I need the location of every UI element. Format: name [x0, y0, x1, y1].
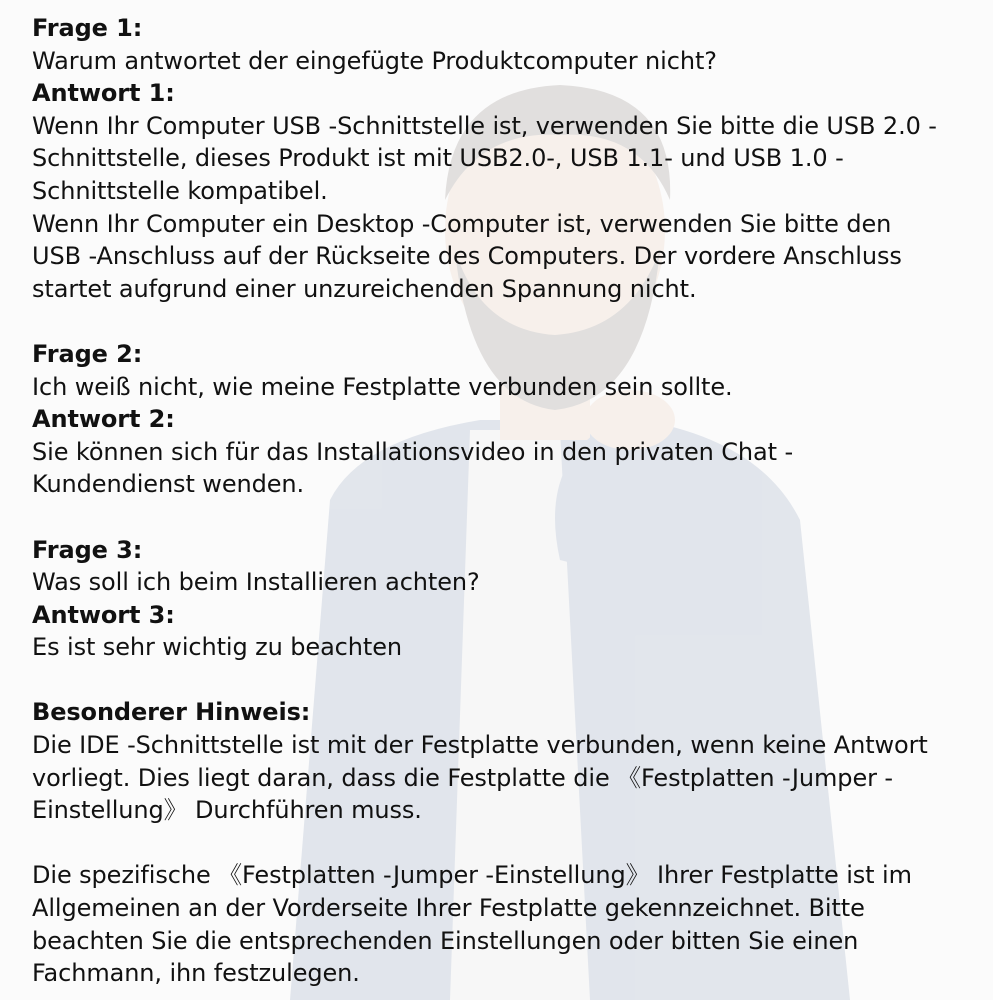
question-text: Warum antwortet der eingefügte Produktcomputer nicht?: [32, 46, 717, 75]
answer-text: Es ist sehr wichtig zu beachten: [32, 633, 402, 662]
note-text: Die IDE -Schnittstelle ist mit der Festplatte verbunden, wenn keine Antwort vorliegt. Dies liegt daran, dass die Festplatte die 《Festplatten -Jumper -Einstellung》 Durchführen muss.: [32, 731, 928, 825]
answer-label: Antwort 1:: [32, 79, 175, 108]
question-label: Frage 3:: [32, 535, 143, 564]
spacer: [32, 305, 982, 338]
faq-document: [32, 12, 982, 990]
answer-label: Antwort 3:: [32, 600, 175, 629]
answer-text: Sie können sich für das Installationsvideo in den privaten Chat - Kundendienst wenden.: [32, 437, 794, 499]
answer-label: Antwort 2:: [32, 405, 175, 434]
question-text: Ich weiß nicht, wie meine Festplatte verbunden sein sollte.: [32, 372, 733, 401]
spacer: [32, 664, 982, 697]
note-label: Besonderer Hinweis:: [32, 698, 311, 727]
question-label: Frage 2:: [32, 339, 143, 368]
spacer: [32, 501, 982, 534]
answer-text: Wenn Ihr Computer USB -Schnittstelle ist, verwenden Sie bitte die USB 2.0 -Schnittstelle, dieses Produkt ist mit USB2.0-, USB 1.1- und USB 1.0 -Schnittstelle kompatibel.: [32, 111, 937, 205]
note-text: Die spezifische 《Festplatten -Jumper -Einstellung》 Ihrer Festplatte ist im Allgemeinen an der Vorderseite Ihrer Festplatte gekennzeichnet. Bitte beachten Sie die entsprechenden Einstellungen oder bitten Sie einen Fachmann, ihn festzulegen.: [32, 861, 912, 988]
question-text: Was soll ich beim Installieren achten?: [32, 568, 480, 597]
spacer: [32, 827, 982, 860]
question-label: Frage 1:: [32, 14, 143, 42]
answer-text: Wenn Ihr Computer ein Desktop -Computer ist, verwenden Sie bitte den USB -Anschluss auf der Rückseite des Computers. Der vordere Anschluss startet aufgrund einer unzureichenden Spannung nicht.: [32, 209, 902, 303]
